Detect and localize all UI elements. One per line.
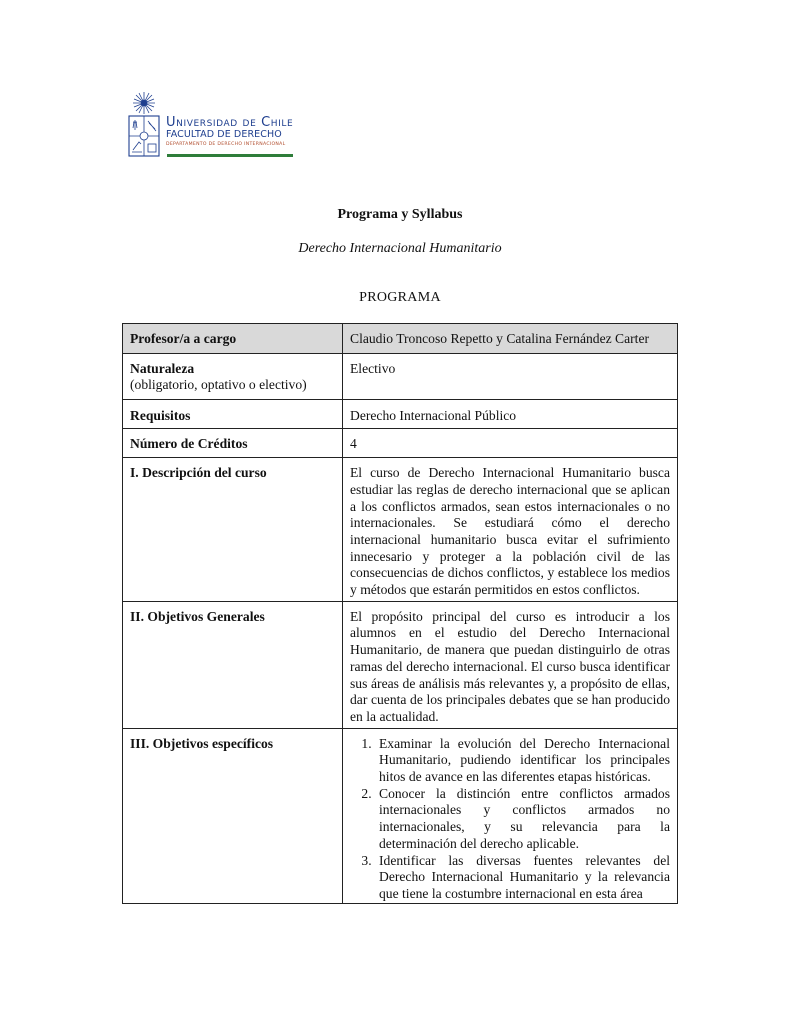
list-item: 3. Identificar las diversas fuentes relevantes del Derecho Internacional Humanitario y la relevancia que tiene la costumbre internacional en esta área <box>375 853 670 903</box>
university-name: Universidad de Chile <box>166 115 294 130</box>
logo-underline <box>167 154 293 157</box>
specific-objectives-list <box>350 736 670 903</box>
row-label: Requisitos <box>123 399 343 429</box>
university-crest-icon <box>126 92 162 158</box>
row-value: Derecho Internacional Público <box>343 399 678 429</box>
document-title: Programa y Syllabus <box>337 207 463 222</box>
logo-text <box>166 116 293 149</box>
department-name: DEPARTAMENTO DE DERECHO INTERNACIONAL <box>166 142 286 147</box>
table-row-general-objectives <box>123 601 678 728</box>
university-logo <box>124 92 304 162</box>
row-value: El propósito principal del curso es introducir a los alumnos en el estudio del Derecho Internacional Humanitario, de manera que puedan distinguirlo de otras ramas del derecho internacional. El curso busca identificar sus áreas de análisis más relevantes y, a propósito de ellas, dar cuenta de los principales debates que se han producido en la actualidad. <box>343 601 678 728</box>
list-item: 2. Conocer la distinción entre conflictos armados internacionales y conflictos armados no internacionales, y su relevancia para la determinación del derecho aplicable. <box>375 786 670 853</box>
row-label: III. Objetivos específicos <box>123 728 343 903</box>
row-label: Profesor/a a cargo <box>123 324 343 354</box>
row-label-text: Naturaleza <box>130 360 195 376</box>
section-heading: PROGRAMA <box>359 290 441 305</box>
list-item: 1. Examinar la evolución del Derecho Internacional Humanitario, pudiendo identificar los principales hitos de avance en las diferentes etapas históricas. <box>375 736 670 786</box>
row-value: El curso de Derecho Internacional Humanitario busca estudiar las reglas de derecho internacional que se aplican a los conflictos armados, sean estos internacionales o no internacionales. Se estudiará cómo el derecho internacional humanitario busca evitar el sufrimiento innecesario y proteger a la población civil de las consecuencias de dichos conflictos, y establece los medios y métodos que estarán permitidos en estos conflictos. <box>343 458 678 602</box>
table-row-requirements <box>123 399 678 429</box>
row-value <box>343 728 678 903</box>
row-sublabel: (obligatorio, optativo o electivo) <box>130 377 307 393</box>
course-name: Derecho Internacional Humanitario <box>298 241 502 256</box>
row-label: I. Descripción del curso <box>123 458 343 602</box>
table-row-nature <box>123 353 678 399</box>
row-value: Claudio Troncoso Repetto y Catalina Fernández Carter <box>343 324 678 354</box>
row-label <box>123 353 343 399</box>
faculty-name: FACULTAD DE DERECHO <box>166 129 282 140</box>
program-table <box>122 323 678 904</box>
row-value: 4 <box>343 429 678 458</box>
row-label: II. Objetivos Generales <box>123 601 343 728</box>
row-label: Número de Créditos <box>123 429 343 458</box>
row-value: Electivo <box>343 353 678 399</box>
table-row-specific-objectives <box>123 728 678 903</box>
table-row-credits <box>123 429 678 458</box>
table-row-professor <box>123 324 678 354</box>
table-row-description <box>123 458 678 602</box>
